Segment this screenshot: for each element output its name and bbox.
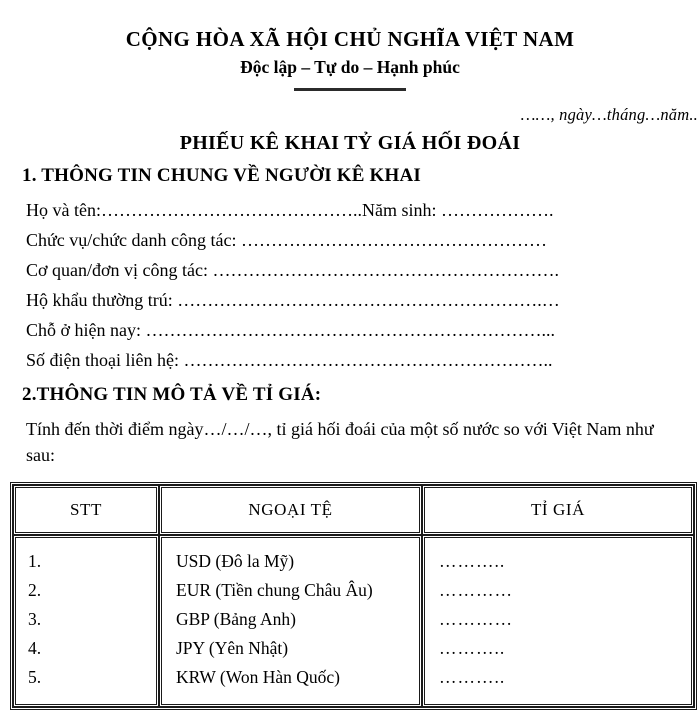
list-item: 1. <box>28 551 42 571</box>
field-organization: Cơ quan/đơn vị công tác: …………………………………………………. <box>26 260 560 280</box>
list-item[interactable]: ……….. <box>439 551 506 571</box>
list-item: 2. <box>28 580 42 600</box>
list-item[interactable]: ……….. <box>439 667 506 687</box>
table-head <box>13 485 694 535</box>
list-item[interactable]: ………… <box>439 609 513 629</box>
list-item: 5. <box>28 667 42 687</box>
field-permanent-residence: Hộ khẩu thường trú: …………………………………………………….… <box>26 290 560 310</box>
field-position: Chức vụ/chức danh công tác: …………………………………………… <box>26 230 547 250</box>
cell-rate-list[interactable] <box>422 535 694 707</box>
list-item: 3. <box>28 609 42 629</box>
column-header-rate: TỈ GIÁ <box>422 485 694 535</box>
field-phone-number: Số điện thoại liên hệ: …………………………………………………….. <box>26 350 553 370</box>
section-1-heading: 1. THÔNG TIN CHUNG VỀ NGƯỜI KÊ KHAI <box>22 165 422 186</box>
national-motto: Độc lập – Tự do – Hạnh phúc <box>240 57 460 78</box>
cell-currency-list <box>159 535 422 707</box>
document-title: PHIẾU KÊ KHAI TỶ GIÁ HỐI ĐOÁI <box>179 132 521 154</box>
list-item[interactable]: ………… <box>439 580 513 600</box>
stt-list <box>16 538 156 704</box>
national-header <box>0 0 700 91</box>
field-full-name: Họ và tên:……………………………………..Năm sinh: ………………. <box>26 200 554 220</box>
table-header-row <box>13 485 694 535</box>
exchange-rate-table-wrapper <box>10 482 691 710</box>
list-item: 4. <box>28 638 42 658</box>
list-item: GBP (Bảng Anh) <box>176 609 296 629</box>
field-current-address: Chỗ ở hiện nay: …………………………………………………………... <box>26 320 556 340</box>
table-body <box>13 535 694 707</box>
exchange-rate-table <box>10 482 697 710</box>
table-row <box>13 535 694 707</box>
list-item: JPY (Yên Nhật) <box>176 638 289 658</box>
motto-divider-rule <box>294 88 406 91</box>
national-title: CỘNG HÒA XÃ HỘI CHỦ NGHĨA VIỆT NAM <box>125 27 575 51</box>
date-placeholder-line: ……, ngày…tháng…năm.. <box>520 105 698 124</box>
list-item[interactable]: ……….. <box>439 638 506 658</box>
cell-stt-list <box>13 535 159 707</box>
column-header-stt: STT <box>13 485 159 535</box>
exchange-rate-intro-paragraph: Tính đến thời điểm ngày…/…/…, tỉ giá hối đoái của một số nước so với Việt Nam như sau: <box>26 419 654 465</box>
declarant-fields <box>26 195 700 375</box>
currency-list <box>162 538 419 704</box>
list-item: KRW (Won Hàn Quốc) <box>176 667 341 687</box>
list-item: USD (Đô la Mỹ) <box>176 551 295 571</box>
rate-list <box>425 538 691 704</box>
section-2-heading: 2.THÔNG TIN MÔ TẢ VỀ TỈ GIÁ: <box>22 384 322 405</box>
list-item: EUR (Tiền chung Châu Âu) <box>176 580 373 600</box>
column-header-currency: NGOẠI TỆ <box>159 485 422 535</box>
